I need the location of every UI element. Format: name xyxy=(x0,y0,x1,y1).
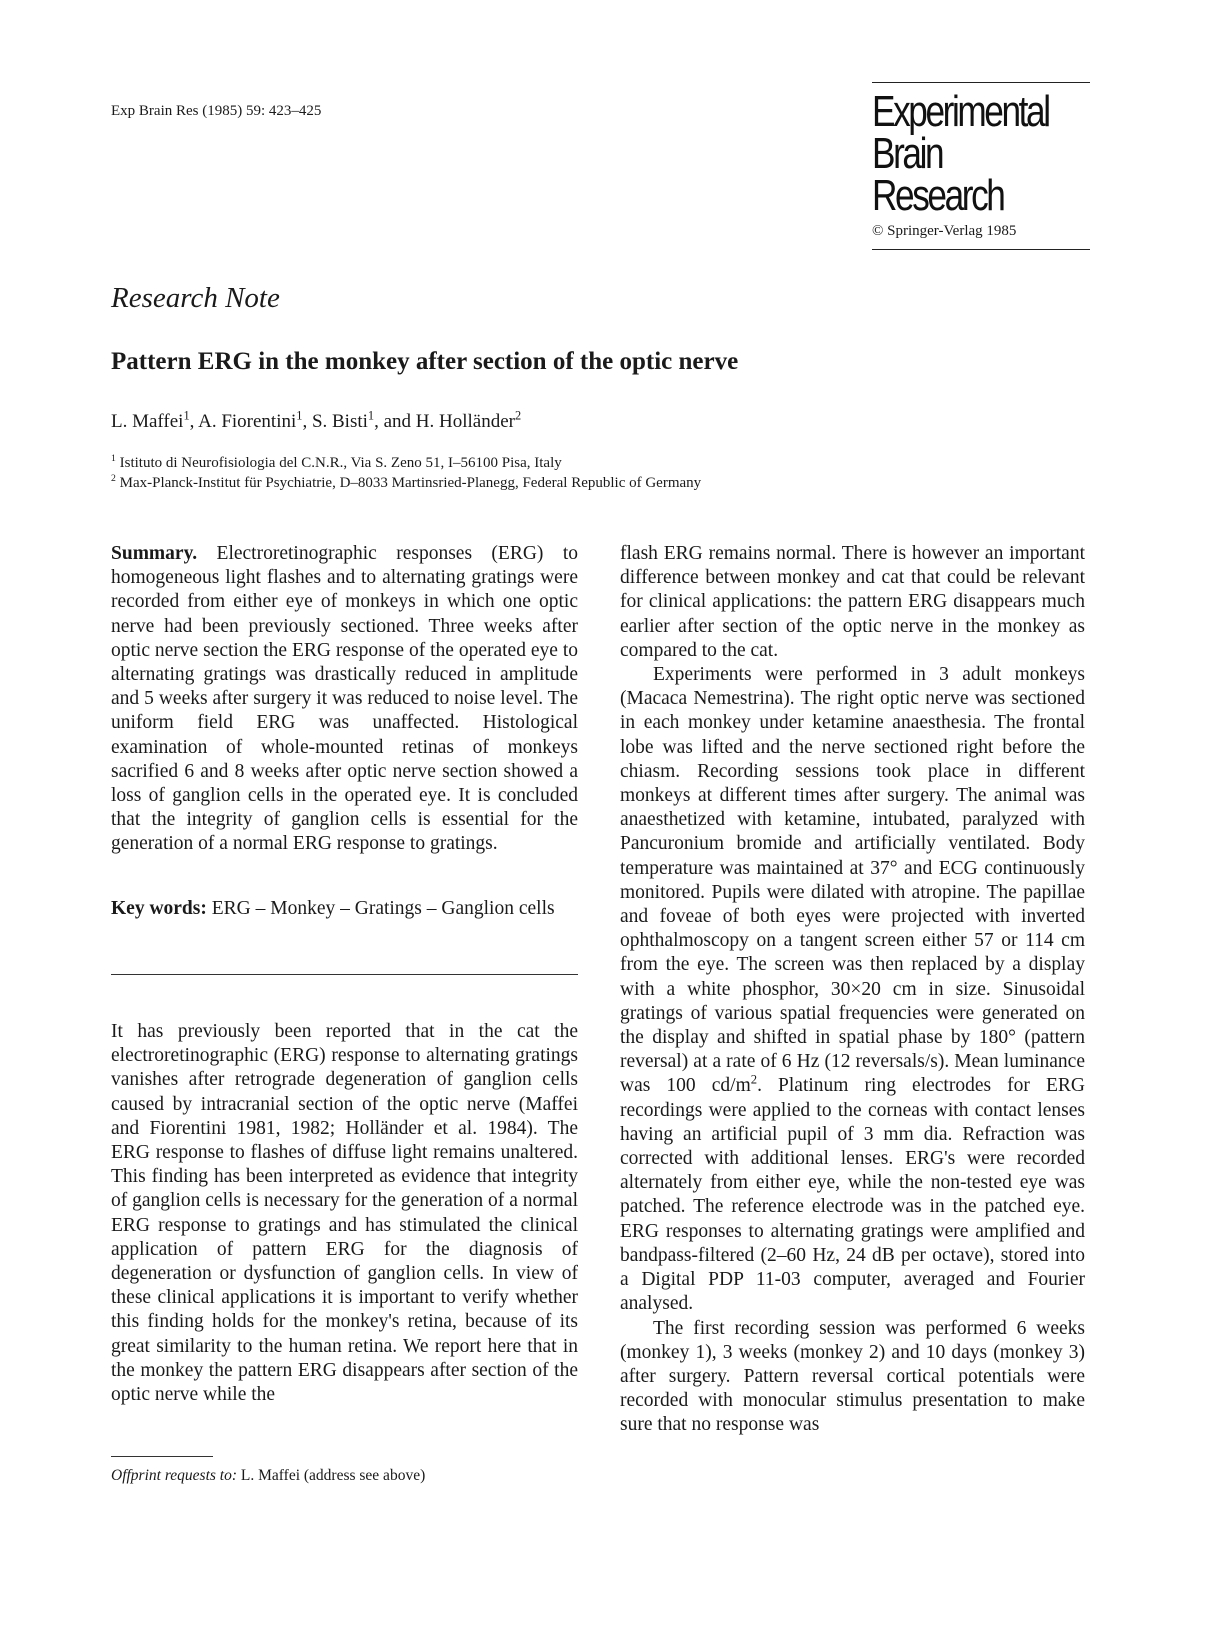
affiliation-2 xyxy=(111,475,701,492)
methods-text-b: . Platinum ring electrodes for ERG recordings were applied to the corneas with contact lenses having an artificial pupil of 3 mm dia. Refraction was corrected with additional lenses. ERG's were recorded alternately from either eye, while the non-tested eye was patched. The reference electrode was in the patched eye. ERG responses to alternating gratings were amplified and bandpass-filtered (2–60 Hz, 24 dB per octave), stored into a Digital PDP 11-03 computer, averaged and Fourier analysed. xyxy=(620,1075,1085,1315)
intro-text: It has previously been reported that in the cat the electroretinographic (ERG) response to alternating gratings vanishes after retrograde degeneration of ganglion cells caused by intracranial section of the optic nerve (Maffei and Fiorentini 1981, 1982; Holländer et al. 1984). The ERG response to flashes of diffuse light remains unaltered. This finding has been interpreted as evidence that integrity of ganglion cells is necessary for the generation of a normal ERG response to gratings and has stimulated the clinical application of pattern ERG for the diagnosis of degeneration or dysfunction of ganglion cells. In view of these clinical applications it is important to verify whether this finding holds for the monkey's retina, because of its great similarity to the human retina. We report here that in the monkey the pattern ERG disappears after section of the optic nerve while the xyxy=(111,1021,578,1406)
affiliation-number: 2 xyxy=(111,473,116,484)
journal-logo xyxy=(872,87,1049,220)
journal-logo-line2: Brain Research xyxy=(872,129,1004,220)
right-paragraph-2 xyxy=(620,663,1085,1316)
unit-superscript: 2 xyxy=(750,1072,758,1087)
author-name: A. Fiorentini xyxy=(198,411,297,432)
summary-paragraph xyxy=(111,542,578,857)
journal-masthead xyxy=(872,82,1090,250)
section-label: Research Note xyxy=(111,282,280,314)
masthead-bottom-rule xyxy=(872,249,1090,250)
keywords-paragraph xyxy=(111,897,578,921)
author-affiliation-mark: 2 xyxy=(514,408,522,423)
affiliation-text: Istituto di Neurofisiologia del C.N.R., Via S. Zeno 51, I–56100 Pisa, Italy xyxy=(119,455,562,471)
summary-text: Electroretinographic responses (ERG) to homogeneous light flashes and to alternating gratings were recorded from either eye of monkeys in which one optic nerve had been previously sectioned. Three weeks after optic nerve section the ERG response of the operated eye to alternating gratings was drastically reduced in amplitude and 5 weeks after surgery it was reduced to noise level. The uniform field ERG was unaffected. Histological examination of whole-mounted retinas of monkeys sacrified 6 and 8 weeks after optic nerve section showed a loss of ganglion cells in the operated eye. It is concluded that the integrity of ganglion cells is essential for the generation of a normal ERG response to gratings. xyxy=(111,543,578,855)
paper-title: Pattern ERG in the monkey after section of the optic nerve xyxy=(111,348,739,375)
author-list xyxy=(111,408,522,433)
summary-label: Summary. xyxy=(111,543,198,564)
author-name: H. Holländer xyxy=(415,411,515,432)
author-separator: , xyxy=(189,411,199,432)
journal-citation: Exp Brain Res (1985) 59: 423–425 xyxy=(111,103,322,119)
right-column xyxy=(620,542,1085,1438)
offprint-text: L. Maffei (address see above) xyxy=(240,1467,426,1484)
keywords-text: ERG – Monkey – Gratings – Ganglion cells xyxy=(211,898,555,919)
keywords-label: Key words: xyxy=(111,898,207,919)
author-separator: , xyxy=(302,411,312,432)
journal-logo-line1: Experimental xyxy=(872,87,1049,136)
masthead-top-rule xyxy=(872,82,1090,83)
author-separator: , xyxy=(374,411,384,432)
author-name: L. Maffei xyxy=(111,411,184,432)
abstract-divider xyxy=(111,974,578,975)
intro-paragraph xyxy=(111,1020,578,1407)
author-name: S. Bisti xyxy=(311,411,368,432)
copyright-notice: © Springer-Verlag 1985 xyxy=(872,223,1017,239)
offprint-label: Offprint requests to: xyxy=(111,1467,238,1484)
footnote-rule xyxy=(111,1456,213,1457)
author-affiliation-mark: 1 xyxy=(367,408,375,423)
author-and: and xyxy=(383,411,416,432)
author-affiliation-mark: 1 xyxy=(296,408,303,423)
affiliation-number: 1 xyxy=(111,453,116,464)
affiliation-text: Max-Planck-Institut für Psychiatrie, D–8033 Martinsried-Planegg, Federal Republic of Germany xyxy=(119,475,702,491)
right-paragraph-1: flash ERG remains normal. There is however an important difference between monkey and cat that could be relevant for clinical applications: the pattern ERG disappears much earlier after section of the optic nerve in the monkey as compared to the cat. xyxy=(620,543,1085,661)
methods-text-a: Experiments were performed in 3 adult monkeys (Macaca Nemestrina). The right optic nerve was sectioned in each monkey under ketamine anaesthesia. The frontal lobe was lifted and the nerve sectioned right before the chiasm. Recording sessions took place in different monkeys at different times after surgery. The animal was anaesthetized with ketamine, intubated, paralyzed with Pancuronium bromide and artificially ventilated. Body temperature was maintained at 37° and ECG continuously monitored. Pupils were dilated with atropine. The papillae and foveae of both eyes were projected with inverted ophthalmoscopy on a tangent screen either 57 or 114 cm from the eye. The screen was then replaced by a display with a white phosphor, 30×20 cm in size. Sinusoidal gratings of various spatial frequencies were generated on the display and shifted in spatial phase by 180° (pattern reversal) at a rate of 6 Hz (12 reversals/s). Mean luminance was 100 cd/m xyxy=(620,664,1085,1097)
right-paragraph-3: The first recording session was performed 6 weeks (monkey 1), 3 weeks (monkey 2) and 10 days (monkey 3) after surgery. Pattern reversal cortical potentials were recorded with monocular stimulus presentation to make sure that no response was xyxy=(620,1317,1085,1436)
author-affiliation-mark: 1 xyxy=(183,408,190,423)
affiliation-1 xyxy=(111,455,562,472)
offprint-footnote xyxy=(111,1467,425,1485)
